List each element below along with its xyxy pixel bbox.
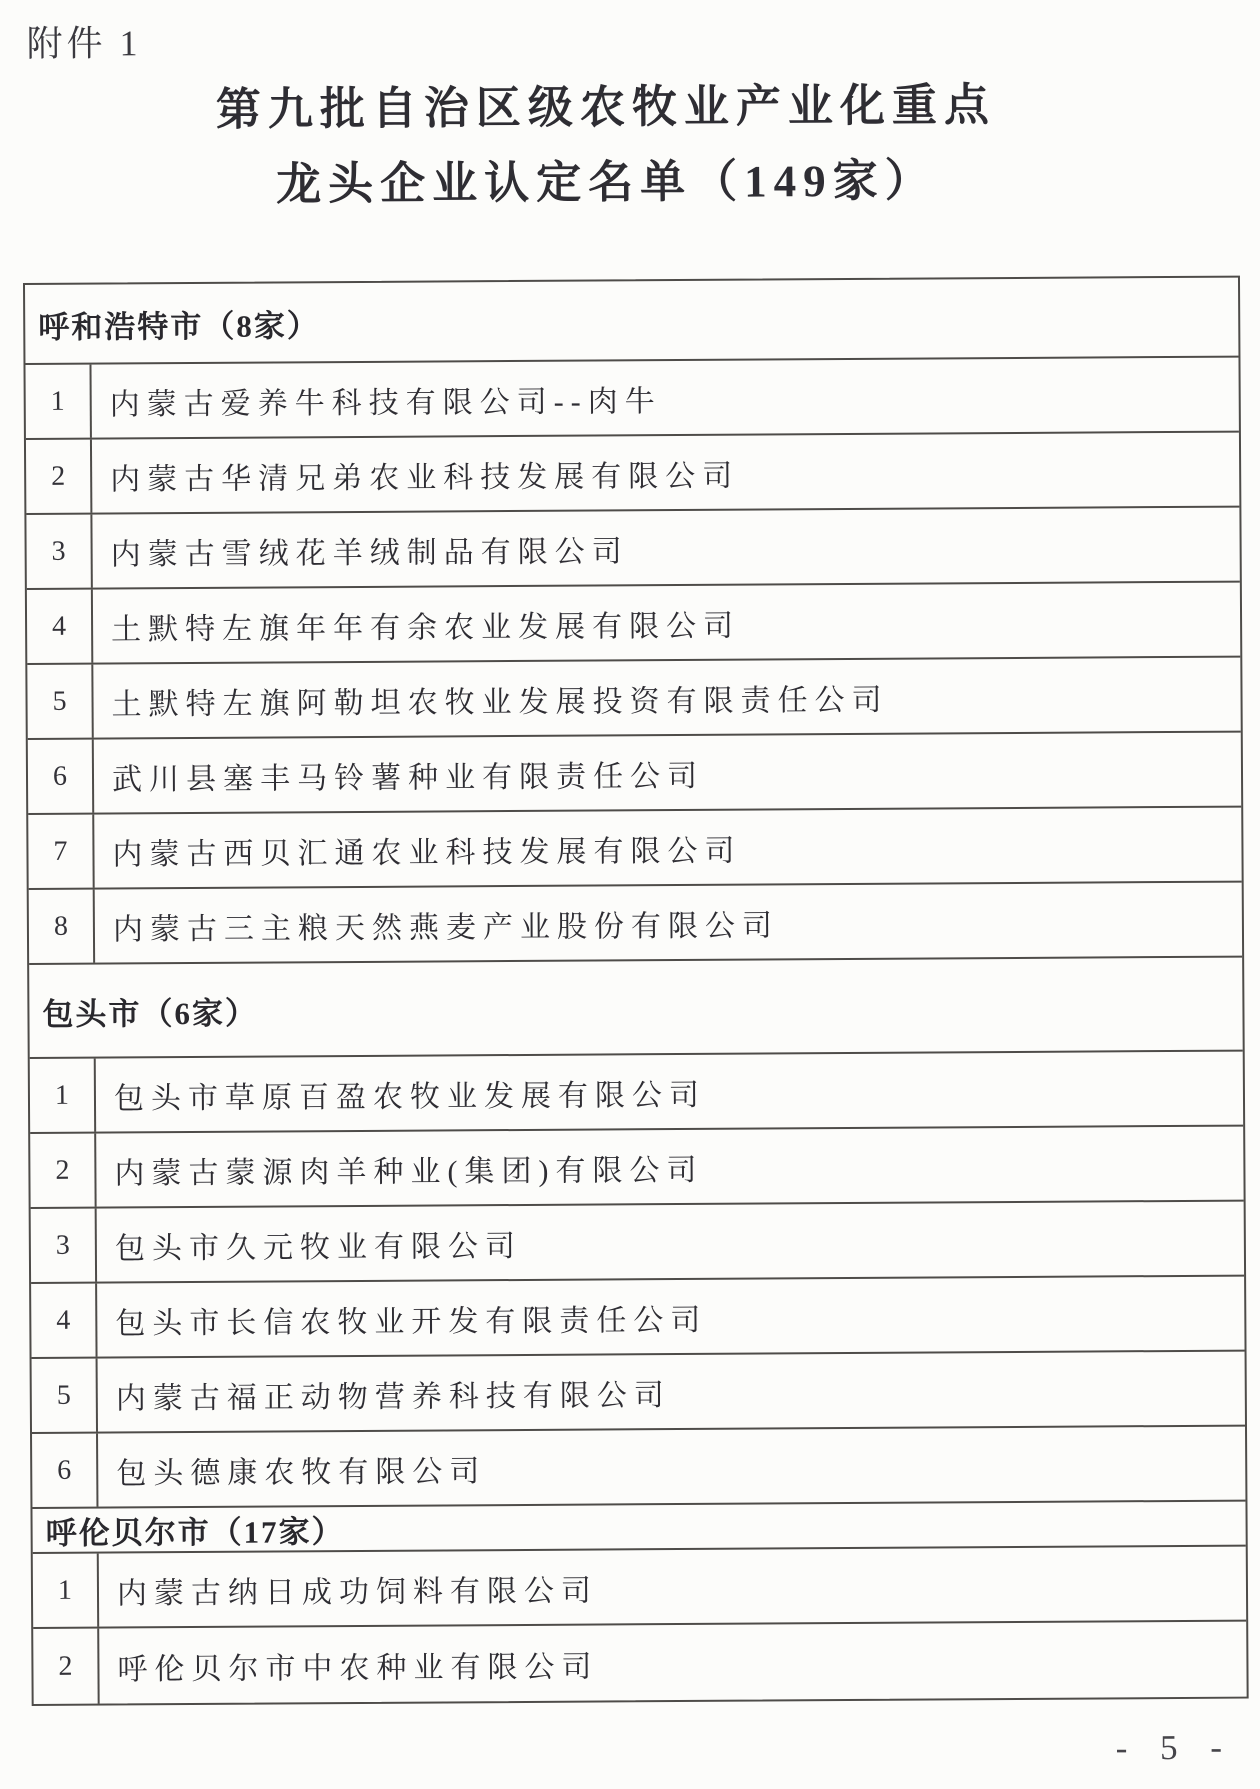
table-row — [28, 808, 1241, 890]
table-row — [32, 1427, 1245, 1509]
row-number-cell: 7 — [28, 815, 94, 888]
company-name-cell: 武川县塞丰马铃薯种业有限责任公司 — [111, 759, 705, 796]
table-row — [25, 358, 1238, 440]
company-name-cell: 内蒙古纳日成功饲料有限公司 — [116, 1574, 599, 1610]
company-name-cell: 土默特左旗年年有余农业发展有限公司 — [111, 609, 741, 646]
table-row — [27, 658, 1240, 740]
section-header: 包头市（6家） — [29, 958, 1243, 1059]
company-name-cell: 内蒙古福正动物营养科技有限公司 — [115, 1378, 671, 1415]
row-number-cell: 3 — [31, 1209, 97, 1282]
company-name-cell: 包头市久元牧业有限公司 — [114, 1229, 522, 1265]
row-number-cell: 6 — [32, 1434, 98, 1507]
table-row — [26, 508, 1239, 590]
table-row — [33, 1547, 1246, 1629]
row-number-cell: 4 — [31, 1284, 97, 1357]
row-number-cell: 5 — [27, 665, 93, 738]
document-title-line1: 第九批自治区级农牧业产业化重点 — [215, 80, 997, 135]
company-name-cell: 内蒙古爱养牛科技有限公司--肉牛 — [109, 384, 662, 421]
section-header: 呼和浩特市（8家） — [25, 278, 1238, 365]
section-header: 呼伦贝尔市（17家） — [32, 1502, 1245, 1554]
company-name-cell: 内蒙古西贝汇通农业科技发展有限公司 — [112, 834, 742, 871]
row-number-cell: 1 — [33, 1554, 99, 1627]
table-row — [26, 433, 1239, 515]
row-number-cell: 4 — [27, 590, 93, 663]
company-name-cell: 包头市草原百盈农牧业发展有限公司 — [113, 1078, 707, 1115]
company-name-cell: 土默特左旗阿勒坦农牧业发展投资有限责任公司 — [111, 683, 889, 721]
companies-table — [23, 276, 1249, 1706]
table-row — [31, 1277, 1244, 1359]
row-number-cell: 3 — [26, 515, 92, 588]
row-number-cell: 1 — [25, 365, 91, 438]
table-row — [28, 733, 1241, 815]
company-name-cell: 内蒙古雪绒花羊绒制品有限公司 — [110, 534, 629, 571]
table-row — [32, 1352, 1245, 1434]
row-number-cell: 2 — [33, 1629, 99, 1704]
row-number-cell: 2 — [26, 440, 92, 513]
table-row — [30, 1127, 1243, 1209]
row-number-cell: 1 — [30, 1059, 96, 1132]
table-row — [29, 883, 1242, 965]
row-number-cell: 8 — [29, 890, 95, 963]
table-row — [30, 1052, 1243, 1134]
company-name-cell: 包头市长信农牧业开发有限责任公司 — [115, 1303, 708, 1340]
table-row — [33, 1622, 1246, 1704]
company-name-cell: 内蒙古蒙源肉羊种业(集团)有限公司 — [114, 1153, 704, 1190]
table-row — [31, 1202, 1244, 1284]
row-number-cell: 5 — [32, 1359, 98, 1432]
page-number: - 5 - — [1115, 1727, 1235, 1768]
attachment-label: 附件 1 — [26, 23, 142, 64]
document-title-line2: 龙头企业认定名单（149家） — [275, 155, 937, 210]
company-name-cell: 包头德康农牧有限公司 — [116, 1454, 487, 1490]
table-row — [27, 583, 1240, 665]
row-number-cell: 6 — [28, 740, 94, 813]
company-name-cell: 内蒙古华清兄弟农业科技发展有限公司 — [110, 459, 740, 496]
company-name-cell: 内蒙古三主粮天然燕麦产业股份有限公司 — [112, 908, 780, 946]
company-name-cell: 呼伦贝尔市中农种业有限公司 — [117, 1650, 599, 1686]
row-number-cell: 2 — [30, 1134, 96, 1207]
